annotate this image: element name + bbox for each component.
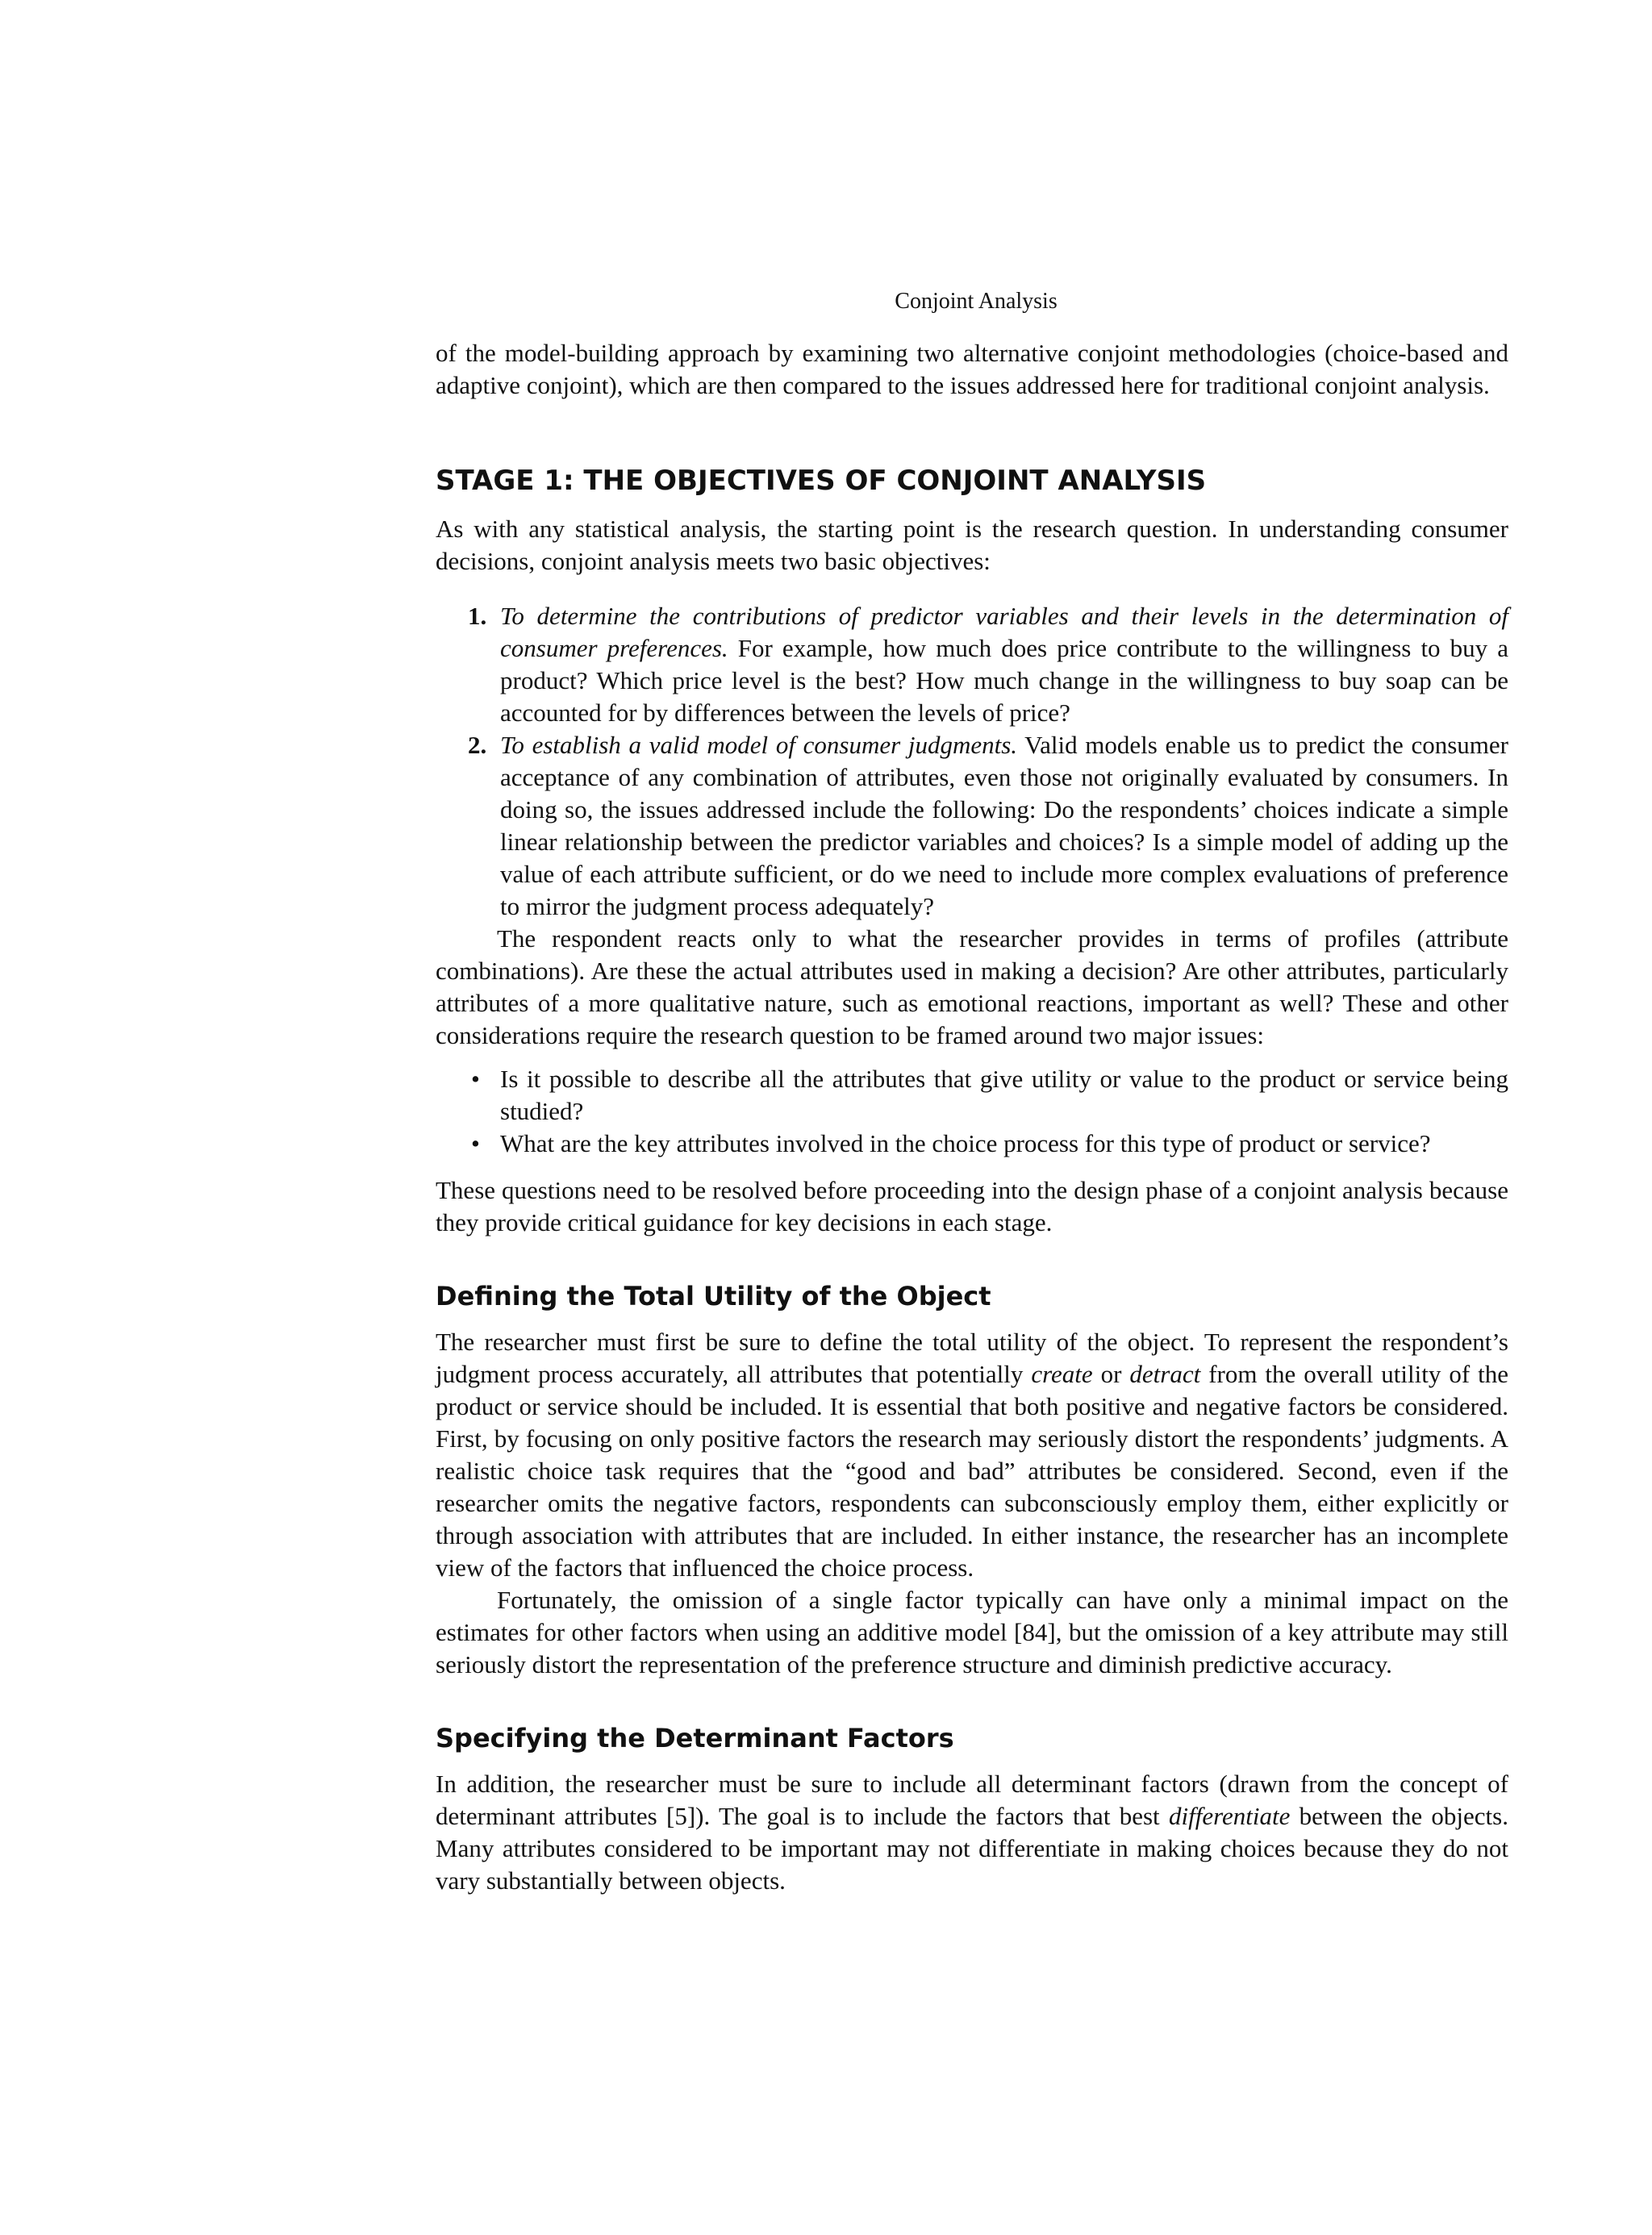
bullet-symbol: • — [471, 1065, 480, 1093]
text-run: or — [1092, 1360, 1130, 1388]
total-utility-heading: Defining the Total Utility of the Object — [436, 1281, 991, 1311]
objective-text: Valid models enable us to predict the consumer acceptance of any combination of attributes, even those not originally evaluated by consumers. In doing so, the issues addressed include the following: Do the respondents’ choices indicate a simple linear relationship between the predictor variables and choices? Is a simple model of adding up the value of each attribute sufficient, or do we need to include more complex evaluations of preference to mirror the judgment process adequately? — [500, 731, 1508, 920]
issues-bullet-list — [436, 1063, 1508, 1160]
objective-lead: To establish a valid model of consumer judgments. — [500, 731, 1018, 759]
page-body — [436, 337, 1508, 1897]
intro-paragraph: of the model-building approach by examining two alternative conjoint methodologies (choice-based and adaptive conjoint), which are then compared to the issues addressed here for traditional conjoint analysis. — [436, 339, 1508, 399]
objective-number: 1. — [468, 602, 487, 630]
bullet-item — [436, 1128, 1508, 1160]
bullet-symbol: • — [471, 1129, 480, 1157]
stage1-paragraph-2: The respondent reacts only to what the researcher provides in terms of profiles (attribute combinations). Are these the actual attributes used in making a decision? Are other attributes, particularly attributes of a more qualitative nature, such as emotional reactions, important as well? These and other considerations require the research question to be framed around two major issues: — [436, 924, 1508, 1049]
text-run: In addition, the researcher must be sure to include all determinant factors (drawn from the concept of determinant attributes [5]). The goal is to include the factors that best — [436, 1770, 1508, 1830]
emphasis-detract: detract — [1129, 1360, 1201, 1388]
bullet-text: What are the key attributes involved in the choice process for this type of product or service? — [500, 1129, 1431, 1157]
stage1-intro-paragraph: As with any statistical analysis, the starting point is the research question. In understanding consumer decisions, conjoint analysis meets two basic objectives: — [436, 515, 1508, 575]
bullet-item — [436, 1063, 1508, 1128]
objectives-list — [436, 600, 1508, 923]
running-head: Conjoint Analysis — [895, 289, 1058, 314]
text-run: between the objects. Many attributes considered to be important may not differentiate in making choices because they do not vary substantially between objects. — [436, 1802, 1508, 1895]
emphasis-create: create — [1031, 1360, 1093, 1388]
objective-number: 2. — [468, 731, 487, 759]
total-utility-paragraph-1 — [436, 1326, 1508, 1584]
objective-item — [436, 729, 1508, 923]
objective-text: For example, how much does price contribute to the willingness to buy a product? Which price level is the best? How much change in the willingness to buy soap can be accounted for by differences between the levels of price? — [500, 634, 1508, 727]
text-run: from the overall utility of the product or service should be included. It is essential that both positive and negative factors be considered. First, by focusing on only positive factors the research may seriously distort the respondents’ judgments. A realistic choice task requires that the “good and bad” attributes be considered. Second, even if the researcher omits the negative factors, respondents can subconsciously employ them, either explicitly or through association with attributes that are included. In either instance, the researcher has an incomplete view of the factors that influenced the choice process. — [436, 1360, 1508, 1582]
text-run: The researcher must first be sure to define the total utility of the object. To represent the respondent’s judgment process accurately, all attributes that potentially — [436, 1328, 1508, 1388]
stage1-paragraph-3: These questions need to be resolved before proceeding into the design phase of a conjoint analysis because they provide critical guidance for key decisions in each stage. — [436, 1176, 1508, 1236]
emphasis-differentiate: differentiate — [1168, 1802, 1291, 1830]
objective-lead: To determine the contributions of predictor variables and their levels in the determination of consumer preferences. — [500, 602, 1508, 662]
determinant-factors-paragraph — [436, 1768, 1508, 1897]
bullet-text: Is it possible to describe all the attributes that give utility or value to the product or service being studied? — [500, 1065, 1508, 1125]
objective-item — [436, 600, 1508, 729]
determinant-factors-heading: Specifying the Determinant Factors — [436, 1723, 954, 1753]
total-utility-paragraph-2: Fortunately, the omission of a single factor typically can have only a minimal impact on the estimates for other factors when using an additive model [84], but the omission of a key attribute may still seriously distort the representation of the preference structure and diminish predictive accuracy. — [436, 1586, 1508, 1678]
stage1-heading: STAGE 1: THE OBJECTIVES OF CONJOINT ANALYSIS — [436, 465, 1207, 497]
